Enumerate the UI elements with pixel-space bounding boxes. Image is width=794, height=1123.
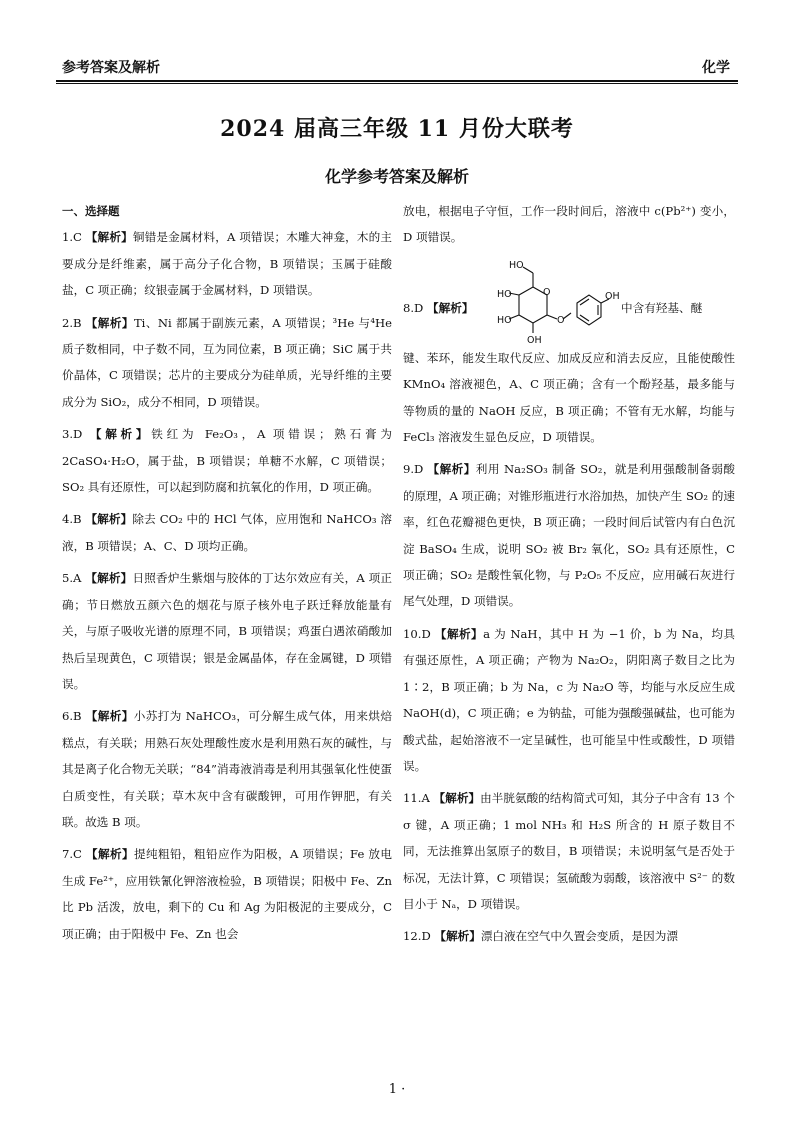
analysis-tag: 【解析】 xyxy=(434,626,484,641)
left-column xyxy=(62,198,392,953)
molecule-structure xyxy=(497,257,621,345)
answer-text: 提纯粗铅，粗铅应作为阳极，A 项错误；Fe 放电生成 Fe²⁺，应用铁氰化钾溶液检验，B 项错误；阳极中 Fe、Zn 比 Pb 活泼，放电，剩下的 Cu 和 Ag 为阳极泥的主要成分，C 项正确；由于阳极中 Fe、Zn 也会 xyxy=(62,847,392,941)
answer-text: 放电，根据电子守恒，工作一段时间后，溶液中 c(Pb²⁺) 变小，D 项错误。 xyxy=(403,204,735,245)
analysis-tag: 【解析】 xyxy=(434,929,481,944)
answer-text: 由半胱氨酸的结构简式可知，其分子中含有 13 个 σ 键，A 项正确；1 mol NH₃ 和 H₂S 所含的 H 原子数目不同，无法推算出氢原子的数目，B 项错误；未说明氢气是否处于标况，无法计算，C 项错误；氢硫酸为弱酸，该溶液中 S²⁻ 的数目小于 Nₐ，D 项错误。 xyxy=(403,791,735,911)
answer-number: 7.C xyxy=(62,847,82,862)
structure-label: HO xyxy=(497,288,512,300)
answer-number: 11.A xyxy=(403,791,430,806)
structure-label: O xyxy=(557,314,565,326)
answer-text: 铜错是金属材料，A 项错误；木雕大神龛，木的主要成分是纤维素，属于高分子化合物，B 项错误；玉属于硅酸盐，C 项正确；纹银壶属于金属材料，D 项错误。 xyxy=(62,230,392,298)
answer-lead xyxy=(403,295,473,321)
answer-text: 漂白液在空气中久置会变质，是因为漂 xyxy=(480,929,678,944)
answer-item xyxy=(62,565,392,697)
answer-number: 4.B xyxy=(62,512,82,527)
answer-text: 利用 Na₂SO₃ 制备 SO₂，就是利用强酸制备弱酸的原理，A 项正确；对锥形瓶进行水浴加热，加快产生 SO₂ 的速率，红色花瓣褪色更快，B 项正确；一段时间后试管内有白色沉淀 BaSO₄ 生成，说明 SO₂ 被 Br₂ 氧化，SO₂ 具有还原性，C 项正确；SO₂ 是酸性氧化物，与 P₂O₅ 不反应，应用碱石灰进行尾气处理，D 项错误。 xyxy=(403,462,735,609)
structure-label: HO xyxy=(497,314,512,326)
section-heading: 一、选择题 xyxy=(62,204,120,218)
answer-item xyxy=(403,923,735,949)
answer-item xyxy=(403,456,735,614)
answer-text-tail: 中含有羟基、醚 xyxy=(621,300,703,315)
analysis-tag: 【解析】 xyxy=(89,427,152,442)
analysis-tag: 【解析】 xyxy=(85,315,134,330)
answer-item xyxy=(403,345,735,451)
answer-text: Ti、Ni 都属于副族元素，A 项错误；³He 与⁴He 质子数相同，中子数不同，互为同位素，B 项正确；SiC 属于共价晶体，C 项错误；芯片的主要成分为硅单质，光导纤维的主要成分为 SiO₂，成分不相同，D 项错误。 xyxy=(62,315,392,409)
answer-item xyxy=(62,841,392,947)
analysis-tag: 【解析】 xyxy=(85,230,133,245)
analysis-tag: 【解析】 xyxy=(427,462,476,477)
answer-number: 12.D xyxy=(403,929,431,944)
answer-item xyxy=(62,506,392,559)
answer-item xyxy=(62,703,392,835)
structure-label: O xyxy=(543,286,551,298)
analysis-tag: 【解析】 xyxy=(427,300,474,315)
answer-number: 10.D xyxy=(403,626,431,641)
structure-label: OH xyxy=(527,334,542,345)
answer-number: 6.B xyxy=(62,709,82,724)
analysis-tag: 【解析】 xyxy=(85,512,133,527)
answer-text: a 为 NaH，其中 H 为 −1 价，b 为 Na，均具有强还原性，A 项正确；产物为 Na₂O₂，阴阳离子数目之比为 1∶2，B 项正确；b 为 Na，c 为 Na₂O 等，均能与水反应生成 NaOH(d)，C 项正确；e 为钠盐，可能为强酸强碱盐，也可能为酸式盐，起始溶液不一定呈碱性，也可能呈中性或酸性，D 项错误。 xyxy=(403,626,735,773)
page-subtitle: 化学参考答案及解析 xyxy=(324,167,469,186)
answer-item-8-header xyxy=(403,257,735,345)
analysis-tag: 【解析】 xyxy=(433,791,481,806)
answer-number: 1.C xyxy=(62,230,82,245)
answer-number: 9.D xyxy=(403,462,424,477)
answer-item xyxy=(62,224,392,303)
answer-text: 日照香炉生紫烟与胶体的丁达尔效应有关，A 项正确；节日燃放五颜六色的烟花与原子核外电子跃迁释放能量有关，与原子吸收光谱的原理不同，B 项错误；鸡蛋白遇浓硝酸加热后呈现黄色，C 项错误；银是金属晶体，存在金属键，D 项错误。 xyxy=(62,571,392,691)
answer-item xyxy=(403,785,735,917)
answer-item xyxy=(62,421,392,500)
header-rule-thin xyxy=(56,83,738,84)
analysis-tag: 【解析】 xyxy=(86,847,135,862)
right-column xyxy=(403,198,735,956)
answer-text: 小苏打为 NaHCO₃，可分解生成气体，用来烘焙糕点，有关联；用熟石灰处理酸性废水是利用熟石灰的碱性，与其是离子化合物无关联；“84”消毒液消毒是利用其强氧化性使蛋白质变性，有关联；草木灰中含有碳酸钾，可用作钾肥，有关联。故选 B 项。 xyxy=(62,709,392,829)
header-left: 参考答案及解析 xyxy=(62,60,160,76)
analysis-tag: 【解析】 xyxy=(85,571,133,586)
page-title: 2024 届高三年级 11 月份大联考 xyxy=(220,116,574,142)
answer-number: 8.D xyxy=(403,300,424,315)
answer-number: 5.A xyxy=(62,571,82,586)
structure-label: OH xyxy=(605,290,620,302)
answer-item xyxy=(403,621,735,779)
answer-text: 键、苯环，能发生取代反应、加成反应和消去反应，且能使酸性 KMnO₄ 溶液褪色，A、C 项正确；含有一个酚羟基，最多能与等物质的量的 NaOH 反应，B 项正确；不管有无水解，均能与 FeCl₃ 溶液发生显色反应，D 项错误。 xyxy=(403,350,735,445)
analysis-tag: 【解析】 xyxy=(85,709,134,724)
answer-text: 铁红为 Fe₂O₃，A 项错误；熟石膏为 2CaSO₄·H₂O，属于盐，B 项错误；单糖不水解，C 项错误；SO₂ 具有还原性，可以起到防腐和抗氧化的作用，D 项正确。 xyxy=(62,427,392,495)
header-rule xyxy=(56,80,738,82)
page-number: 1 · xyxy=(388,1082,406,1097)
header-right: 化学 xyxy=(702,60,730,76)
answer-number: 2.B xyxy=(62,315,82,330)
answer-text: 除去 CO₂ 中的 HCl 气体，应用饱和 NaHCO₃ 溶液，B 项错误；A、C、D 项均正确。 xyxy=(62,512,392,553)
answer-number: 3.D xyxy=(62,427,83,442)
answer-item xyxy=(62,310,392,416)
answer-item-continued xyxy=(403,198,735,251)
structure-label: HO xyxy=(509,259,524,271)
left-answer-list xyxy=(62,224,392,947)
